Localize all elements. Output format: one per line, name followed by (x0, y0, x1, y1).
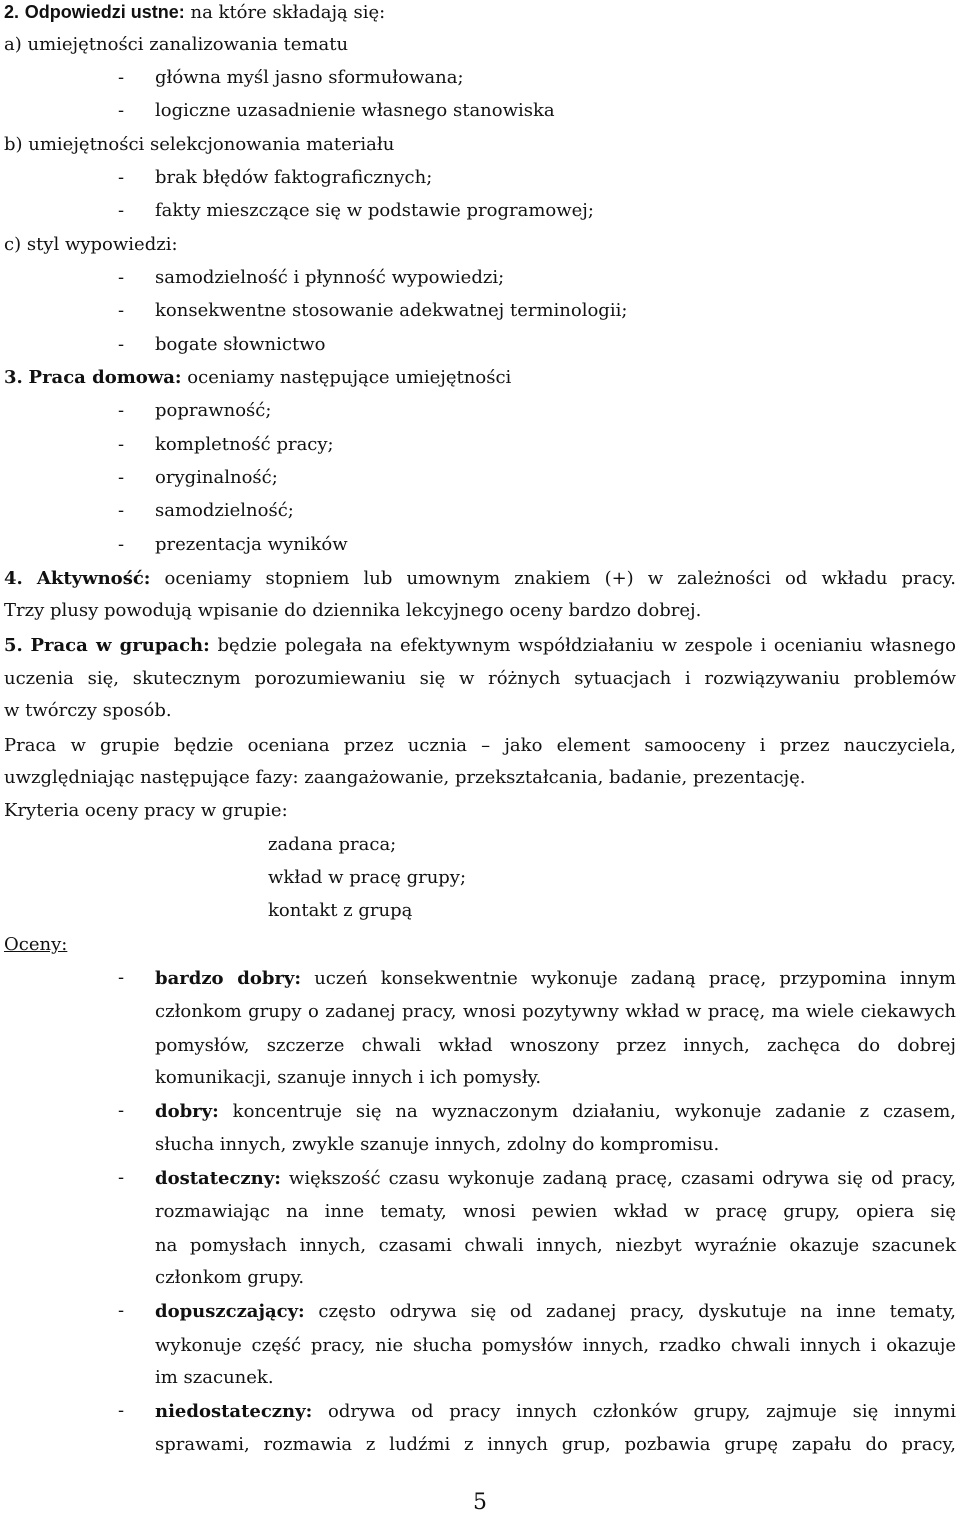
section-5-paragraph: 5. Praca w grupach: będzie polegała na efektywnym współdziałaniu w zespole i ocenianiu własnego (4, 635, 956, 656)
grade-dostateczny: dostateczny: większość czasu wykonuje zadaną pracę, czasami odrywa się od pracy, (155, 1168, 956, 1189)
paragraph-line: Trzy plusy powodują wpisanie do dziennika lekcyjnego oceny bardzo dobrej. (4, 600, 702, 621)
grade-line: członkom grupy o zadanej pracy, wnosi pozytywny wkład w pracę, ma wiele ciekawych (155, 1001, 956, 1022)
grade-dash: - (118, 1300, 125, 1321)
list-item: - konsekwentne stosowanie adekwatnej terminologii; (118, 300, 628, 321)
paragraph-line: uwzględniając następujące fazy: zaangażowanie, przekształcania, badanie, prezentację. (4, 767, 806, 788)
section-2-heading: 2. Odpowiedzi ustne: na które składają się: (4, 2, 386, 23)
section-3-heading: 3. Praca domowa: oceniamy następujące umiejętności (4, 367, 512, 388)
list-item: - fakty mieszczące się w podstawie programowej; (118, 200, 594, 221)
grade-dash: - (118, 1400, 125, 1421)
grade-line: słucha innych, zwykle szanuje innych, zdolny do kompromisu. (155, 1134, 720, 1155)
grades-label: Oceny: (4, 934, 68, 955)
grade-line: pomysłów, szczerze chwali wkład wnoszony przez innych, zachęca do dobrej (155, 1035, 956, 1056)
grade-line: sprawami, rozmawia z ludźmi z innych grup, pozbawia grupę zapału do pracy, (155, 1434, 956, 1455)
list-item: - brak błędów faktograficznych; (118, 167, 433, 188)
subsection-c-label: c) styl wypowiedzi: (4, 234, 178, 255)
grade-dash: - (118, 967, 125, 988)
grade-dash: - (118, 1167, 125, 1188)
grade-dopuszczajacy: dopuszczający: często odrywa się od zadanej pracy, dyskutuje na inne tematy, (155, 1301, 956, 1322)
list-item: - samodzielność; (118, 500, 294, 521)
criteria-item: zadana praca; (268, 834, 397, 855)
list-item: - bogate słownictwo (118, 334, 326, 355)
paragraph-line: Praca w grupie będzie oceniana przez ucznia – jako element samooceny i przez nauczyciela, (4, 735, 956, 756)
grade-line: wykonuje część pracy, nie słucha pomysłów innych, rzadko chwali innych i okazuje (155, 1335, 956, 1356)
list-item: - główna myśl jasno sformułowana; (118, 67, 464, 88)
criteria-item: kontakt z grupą (268, 900, 413, 921)
grade-line: rozmawiając na inne tematy, wnosi pewien wkład w pracę grupy, opiera się (155, 1201, 956, 1222)
criteria-item: wkład w pracę grupy; (268, 867, 467, 888)
list-item: - logiczne uzasadnienie własnego stanowiska (118, 100, 555, 121)
list-item: - prezentacja wyników (118, 534, 348, 555)
paragraph-line: uczenia się, skutecznym porozumiewaniu się w różnych sytuacjach i rozwiązywaniu problemów (4, 668, 956, 689)
criteria-label: Kryteria oceny pracy w grupie: (4, 800, 288, 821)
subsection-b-label: b) umiejętności selekcjonowania materiału (4, 134, 395, 155)
grade-dash: - (118, 1100, 125, 1121)
grade-niedostateczny: niedostateczny: odrywa od pracy innych członków grupy, zajmuje się innymi (155, 1401, 956, 1422)
grade-bardzo-dobry: bardzo dobry: uczeń konsekwentnie wykonuje zadaną pracę, przypomina innym (155, 968, 956, 989)
grade-line: komunikacji, szanuje innych i ich pomysły. (155, 1067, 542, 1088)
list-item: - oryginalność; (118, 467, 278, 488)
grade-line: im szacunek. (155, 1367, 274, 1388)
grade-line: członkom grupy. (155, 1267, 305, 1288)
list-item: - poprawność; (118, 400, 272, 421)
list-item: - kompletność pracy; (118, 434, 334, 455)
list-item: - samodzielność i płynność wypowiedzi; (118, 267, 505, 288)
section-4-paragraph: 4. Aktywność: oceniamy stopniem lub umownym znakiem (+) w zależności od wkładu pracy. (4, 568, 956, 589)
subsection-a-label: a) umiejętności zanalizowania tematu (4, 34, 349, 55)
grade-line: na pomysłach innych, czasami chwali innych, niezbyt wyraźnie okazuje szacunek (155, 1235, 956, 1256)
page-number: 5 (473, 1490, 487, 1515)
grade-dobry: dobry: koncentruje się na wyznaczonym działaniu, wykonuje zadanie z czasem, (155, 1101, 956, 1122)
paragraph-line: w twórczy sposób. (4, 700, 172, 721)
